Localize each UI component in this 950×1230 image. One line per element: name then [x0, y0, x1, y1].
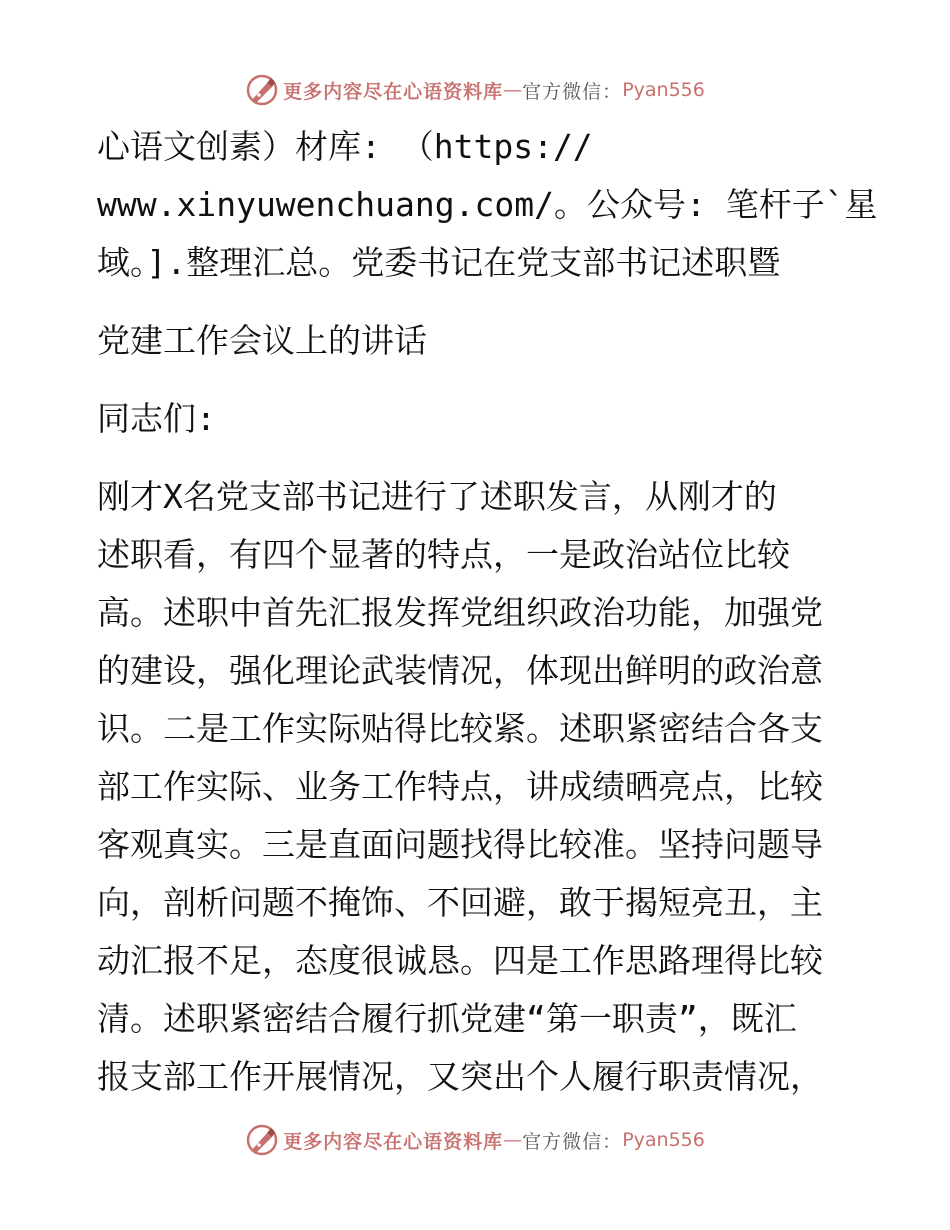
- banner-wechat-label: 官方微信：: [522, 1130, 623, 1153]
- body-line: 高。述职中首先汇报发挥党组织政治功能，加强党: [97, 593, 823, 632]
- footer-banner: [0, 1120, 950, 1160]
- body-line: 客观真实。三是直面问题找得比较准。坚持问题导: [97, 825, 823, 864]
- banner-separator: —: [503, 79, 523, 101]
- banner-separator: —: [503, 1129, 523, 1151]
- banner-title: 更多内容尽在心语资料库: [283, 1130, 504, 1153]
- banner-title: 更多内容尽在心语资料库: [283, 80, 504, 103]
- body-line: 动汇报不足，态度很诚恳。四是工作思路理得比较: [97, 941, 823, 980]
- speech-title: 党建工作会议上的讲话: [97, 321, 427, 360]
- body-line: 部工作实际、业务工作特点，讲成绩晒亮点，比较: [97, 767, 823, 806]
- body-line: 向，剖析问题不掩饰、不回避，敢于揭短亮丑，主: [97, 883, 823, 922]
- body-line: 述职看，有四个显著的特点，一是政治站位比较: [97, 535, 790, 574]
- body-line: www.xinyuwenchuang.com/。公众号: 笔杆子`星: [97, 185, 878, 224]
- body-line: 识。二是工作实际贴得比较紧。述职紧密结合各支: [97, 709, 823, 748]
- pen-nib-circle-icon: [245, 73, 279, 107]
- document-body: [97, 118, 878, 1106]
- body-line: 清。述职紧密结合履行抓党建“第一职责”，既汇: [97, 999, 797, 1038]
- body-line: 的建设，强化理论武装情况，体现出鲜明的政治意: [97, 651, 823, 690]
- body-line: 心语文创素）材库: （https://: [97, 127, 593, 166]
- body-line: 报支部工作开展情况，又突出个人履行职责情况，: [97, 1057, 823, 1096]
- banner-wechat-id: Pyan556: [622, 79, 705, 101]
- header-banner: [0, 70, 950, 110]
- pen-nib-circle-icon: [245, 1123, 279, 1157]
- body-line: 刚才X名党支部书记进行了述职发言，从刚才的: [97, 477, 777, 516]
- salutation: 同志们:: [97, 399, 216, 438]
- body-line: 域。].整理汇总。党委书记在党支部书记述职暨: [97, 243, 781, 282]
- banner-wechat-id: Pyan556: [622, 1129, 705, 1151]
- banner-wechat-label: 官方微信：: [522, 80, 623, 103]
